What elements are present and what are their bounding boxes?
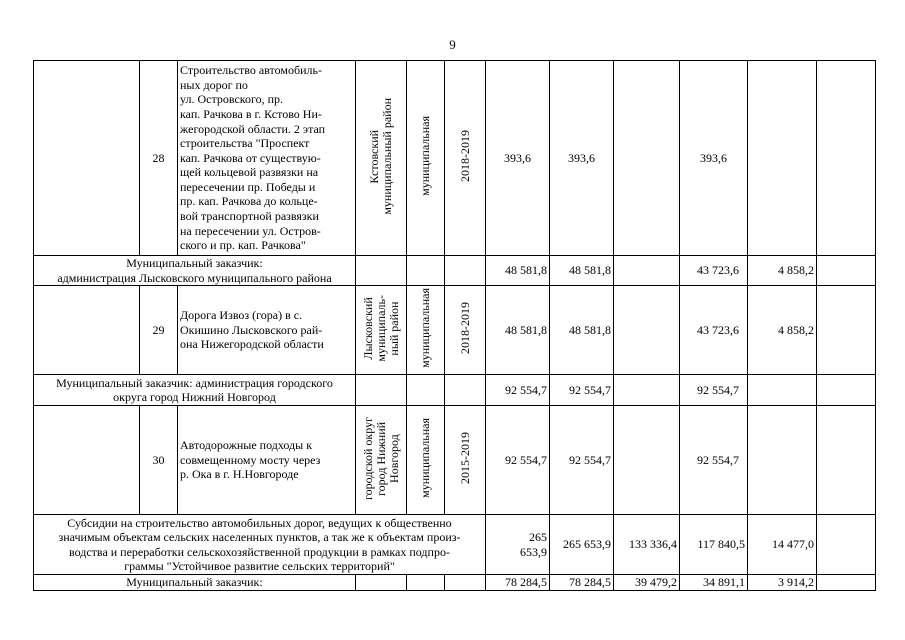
value-total: 48 581,8 [486,286,550,375]
empty-cell [407,575,445,591]
value-total: 92 554,7 [486,375,550,406]
value-total: 393,6 [486,61,550,256]
value-col3: 133 336,4 [614,515,680,575]
value-total: 48 581,8 [486,256,550,286]
value-col3 [614,256,680,286]
value-col5: 4 858,2 [748,256,817,286]
value-total: 92 554,7 [486,406,550,515]
empty-cell [445,256,486,286]
table-row [34,61,876,256]
table-row [34,575,876,591]
page-number: 9 [449,37,456,52]
object-name: Строительство автомобиль- ных дорог по ул. Островского, пр. кап. Рачкова в г. Кстово Ни- жегородской области. 2 этап строительства "Проспект кап. Рачкова от существую- щей кольцевой развязки на пересечении пр. Победы и пр. кап. Рачкова до кольце- вой транспортной развязки на пересечении ул. Остров- ского и пр. кап. Рачкова" [178,61,356,256]
empty-cell [34,406,140,515]
table-row [34,515,876,575]
ownership-cell: муниципальная [407,406,445,515]
value-col6 [817,375,876,406]
value-col6 [817,256,876,286]
value-total: 265 653,9 [486,515,550,575]
row-number: 28 [140,61,178,256]
subsidy-label: Субсидии на строительство автомобильных дорог, ведущих к общественно значимым объектам сельских населенных пунктов, а так же к объектам произ- водства и переработки сельскохозяйственной продукции в рамках подпро- граммы "Устойчивое развитие сельских территорий" [34,515,486,575]
table-row [34,375,876,406]
table-row [34,406,876,515]
value-col3: 39 479,2 [614,575,680,591]
empty-cell [356,575,407,591]
district-cell: Кстовский муниципальный район [356,61,407,256]
value-col2: 48 581,8 [550,286,614,375]
empty-cell [445,575,486,591]
value-col2: 393,6 [550,61,614,256]
value-col2: 92 554,7 [550,406,614,515]
value-col6 [817,406,876,515]
period-cell: 2015-2019 [445,406,486,515]
empty-cell [407,256,445,286]
value-col5 [748,375,817,406]
ownership-cell: муниципальная [407,286,445,375]
empty-cell [34,286,140,375]
empty-cell [34,61,140,256]
value-col5 [748,61,817,256]
district-cell: городской округ город Нижний Новгород [356,406,407,515]
period-cell: 2018-2019 [445,286,486,375]
row-number: 29 [140,286,178,375]
value-col2: 48 581,8 [550,256,614,286]
value-col4: 43 723,6 [680,286,748,375]
value-col2: 78 284,5 [550,575,614,591]
object-name: Автодорожные подходы к совмещенному мосту через р. Ока в г. Н.Новгороде [178,406,356,515]
value-col5: 14 477,0 [748,515,817,575]
customer-label: Муниципальный заказчик: администрация Лысковского муниципального района [34,256,356,286]
row-number: 30 [140,406,178,515]
ownership-cell: муниципальная [407,61,445,256]
value-col3 [614,286,680,375]
value-total: 78 284,5 [486,575,550,591]
value-col4: 43 723,6 [680,256,748,286]
customer-label: Муниципальный заказчик: [34,575,356,591]
value-col4: 92 554,7 [680,375,748,406]
value-col5 [748,406,817,515]
district-cell: Лысковский муниципаль- ный район [356,286,407,375]
object-name: Дорога Извоз (гора) в с. Окишино Лысковского рай- она Нижегородской области [178,286,356,375]
value-col5: 4 858,2 [748,286,817,375]
value-col2: 92 554,7 [550,375,614,406]
value-col3 [614,61,680,256]
value-col6 [817,286,876,375]
value-col3 [614,406,680,515]
value-col6 [817,61,876,256]
value-col3 [614,375,680,406]
value-col6 [817,575,876,591]
empty-cell [445,375,486,406]
period-cell: 2018-2019 [445,61,486,256]
value-col5: 3 914,2 [748,575,817,591]
empty-cell [356,375,407,406]
table-row [34,286,876,375]
value-col6 [817,515,876,575]
value-col4: 92 554,7 [680,406,748,515]
value-col4: 117 840,5 [680,515,748,575]
customer-label: Муниципальный заказчик: администрация городского округа город Нижний Новгород [34,375,356,406]
budget-table [33,60,876,591]
empty-cell [356,256,407,286]
value-col4: 393,6 [680,61,748,256]
value-col4: 34 891,1 [680,575,748,591]
table-row [34,256,876,286]
empty-cell [407,375,445,406]
value-col2: 265 653,9 [550,515,614,575]
